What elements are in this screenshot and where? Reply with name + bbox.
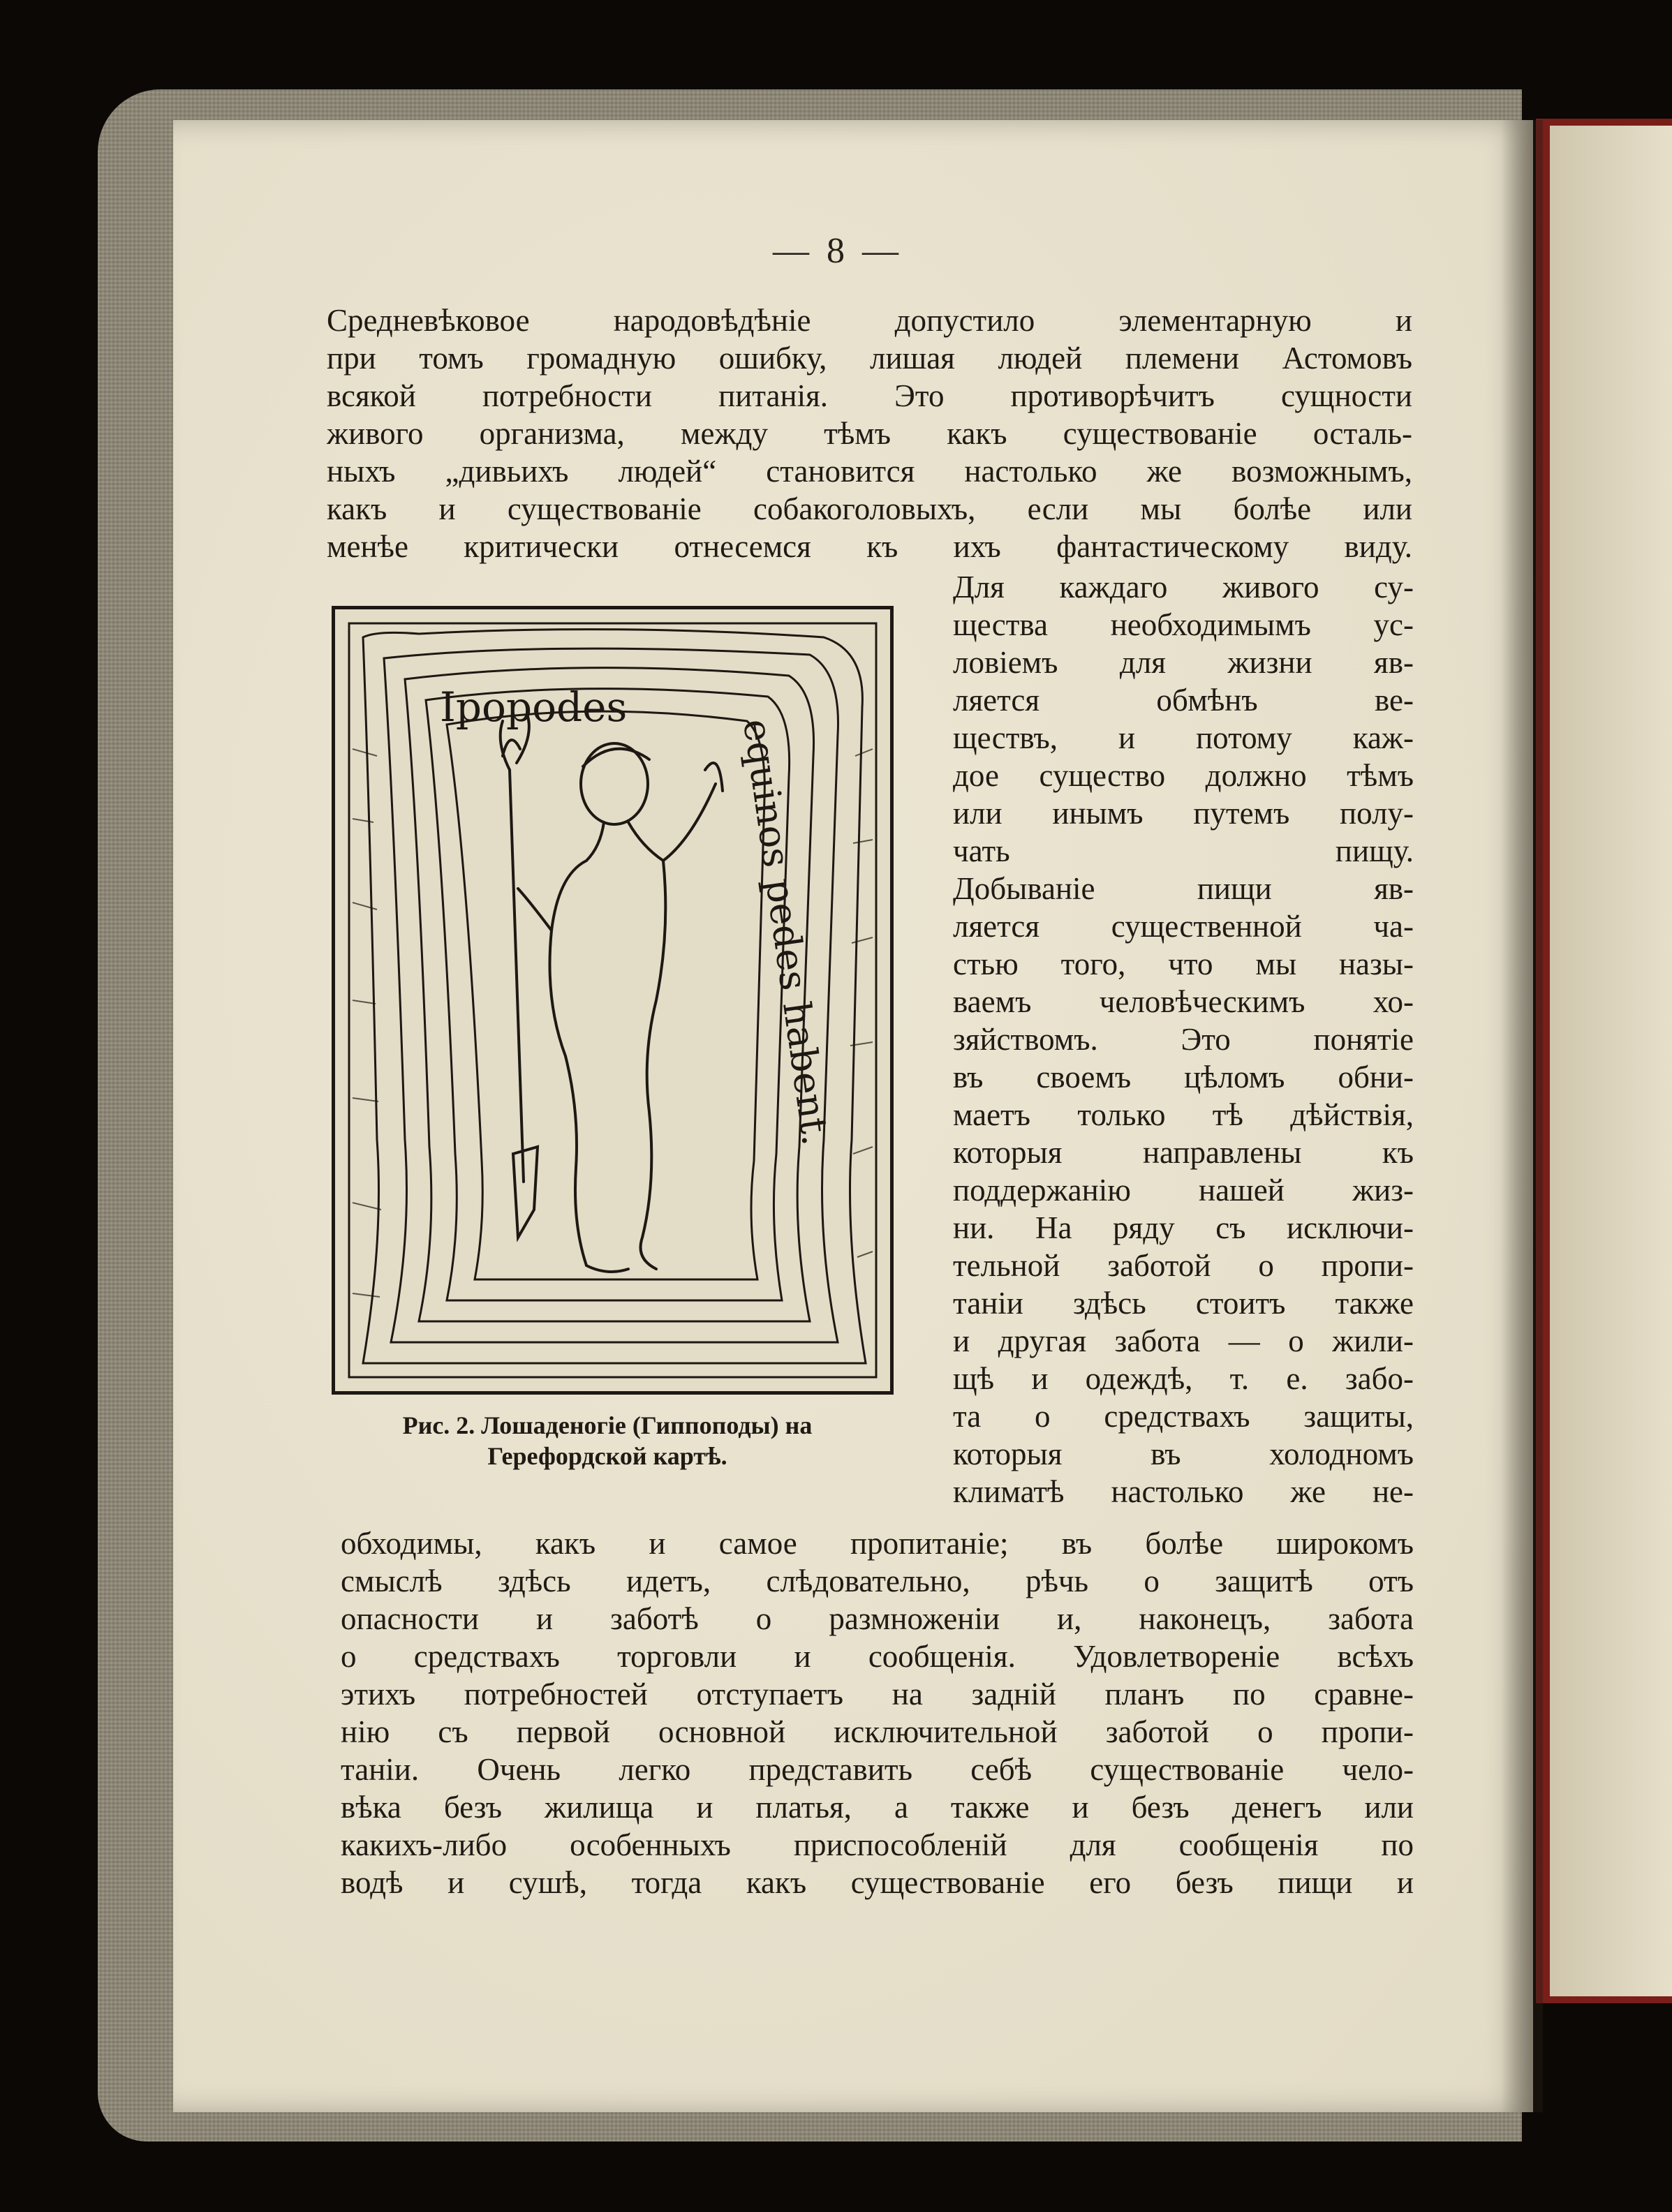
text-line: та о средствахъ защиты, bbox=[953, 1399, 1414, 1434]
text-line: въ своемъ цѣломъ обни- bbox=[953, 1060, 1414, 1094]
text-line: поддержанію нашей жиз- bbox=[953, 1173, 1414, 1208]
text-line: Добываніе пищи яв- bbox=[953, 871, 1414, 906]
text-line: или инымъ путемъ полу- bbox=[953, 796, 1414, 831]
text-line: какихъ-либо особенныхъ приспособленій для сообщенія по bbox=[341, 1827, 1414, 1862]
text-line: которыя въ холодномъ bbox=[953, 1437, 1414, 1471]
figure-caption bbox=[328, 1410, 887, 1471]
text-line: живого организма, между тѣмъ какъ существованіе осталь- bbox=[327, 416, 1412, 451]
text-line: маетъ только тѣ дѣйствія, bbox=[953, 1097, 1414, 1132]
text-line: смыслѣ здѣсь идетъ, слѣдовательно, рѣчь о защитѣ отъ bbox=[341, 1564, 1414, 1598]
text-line: которыя направлены къ bbox=[953, 1135, 1414, 1170]
text-line: какъ и существованіе собакоголовыхъ, если мы болѣе или bbox=[327, 491, 1412, 526]
text-line: стью того, что мы назы- bbox=[953, 947, 1414, 981]
text-line: зяйствомъ. Это понятіе bbox=[953, 1022, 1414, 1057]
text-line: щества необходимымъ ус- bbox=[953, 607, 1414, 642]
text-line: вѣка безъ жилища и платья, а также и безъ денегъ или bbox=[341, 1790, 1414, 1825]
adjacent-book-pages bbox=[1550, 126, 1672, 1996]
page-gutter-shadow bbox=[1501, 120, 1543, 2112]
text-line: менѣе критически отнесемся къ ихъ фантастическому виду. bbox=[327, 529, 1412, 564]
body-text-side-column bbox=[953, 568, 1414, 1510]
figure-caption-line-1: Рис. 2. Лошаденогіе (Гиппоподы) на bbox=[402, 1411, 813, 1439]
text-line: таніи. Очень легко представить себѣ существованіе чело- bbox=[341, 1752, 1414, 1787]
text-line: ляется существенной ча- bbox=[953, 909, 1414, 944]
text-line: таніи здѣсь стоитъ также bbox=[953, 1286, 1414, 1321]
text-line: ваемъ человѣческимъ хо- bbox=[953, 984, 1414, 1019]
text-line: при томъ громадную ошибку, лишая людей племени Астомовъ bbox=[327, 341, 1412, 376]
figure-hippopod-illustration bbox=[332, 606, 894, 1395]
text-line: ни. На ряду съ исключи- bbox=[953, 1210, 1414, 1245]
text-line: водѣ и сушѣ, тогда какъ существованіе его безъ пищи и bbox=[341, 1865, 1414, 1900]
page-number: — 8 — bbox=[773, 231, 903, 271]
text-line: всякой потребности питанія. Это противорѣчитъ сущности bbox=[327, 378, 1412, 413]
text-line: и другая забота — о жили- bbox=[953, 1323, 1414, 1358]
text-line: дое существо должно тѣмъ bbox=[953, 758, 1414, 793]
text-line: нію съ первой основной исключительной заботой о пропи- bbox=[341, 1714, 1414, 1749]
text-line: ловіемъ для жизни яв- bbox=[953, 645, 1414, 680]
text-line: климатѣ настолько же не- bbox=[953, 1474, 1414, 1509]
text-line: опасности и заботѣ о размноженіи и, наконецъ, забота bbox=[341, 1601, 1414, 1636]
figure-inscription-right: equinos pedes habent. bbox=[734, 716, 838, 1148]
text-line: ныхъ „дивьихъ людей“ становится настолько же возможнымъ, bbox=[327, 454, 1412, 489]
text-line: о средствахъ торговли и сообщенія. Удовлетвореніе всѣхъ bbox=[341, 1639, 1414, 1674]
figure-inscription-left: Ipopodes bbox=[440, 683, 628, 731]
text-line: щѣ и одеждѣ, т. е. забо- bbox=[953, 1361, 1414, 1396]
woodcut-hippopod-figure bbox=[335, 609, 890, 1391]
text-line: Для каждаго живого су- bbox=[953, 570, 1414, 604]
text-line: обходимы, какъ и самое пропитаніе; въ болѣе широкомъ bbox=[341, 1526, 1414, 1561]
body-text-top bbox=[327, 302, 1412, 565]
body-text-bottom bbox=[341, 1524, 1414, 1901]
text-line: ществъ, и потому каж- bbox=[953, 720, 1414, 755]
text-line: чать пищу. bbox=[953, 833, 1414, 868]
text-line: тельной заботой о пропи- bbox=[953, 1248, 1414, 1283]
text-line: ляется обмѣнъ ве- bbox=[953, 683, 1414, 718]
text-line: Средневѣковое народовѣдѣніе допустило элементарную и bbox=[327, 303, 1412, 338]
text-line: этихъ потребностей отступаетъ на задній планъ по сравне- bbox=[341, 1677, 1414, 1712]
figure-caption-line-2: Герефордской картѣ. bbox=[487, 1442, 727, 1470]
